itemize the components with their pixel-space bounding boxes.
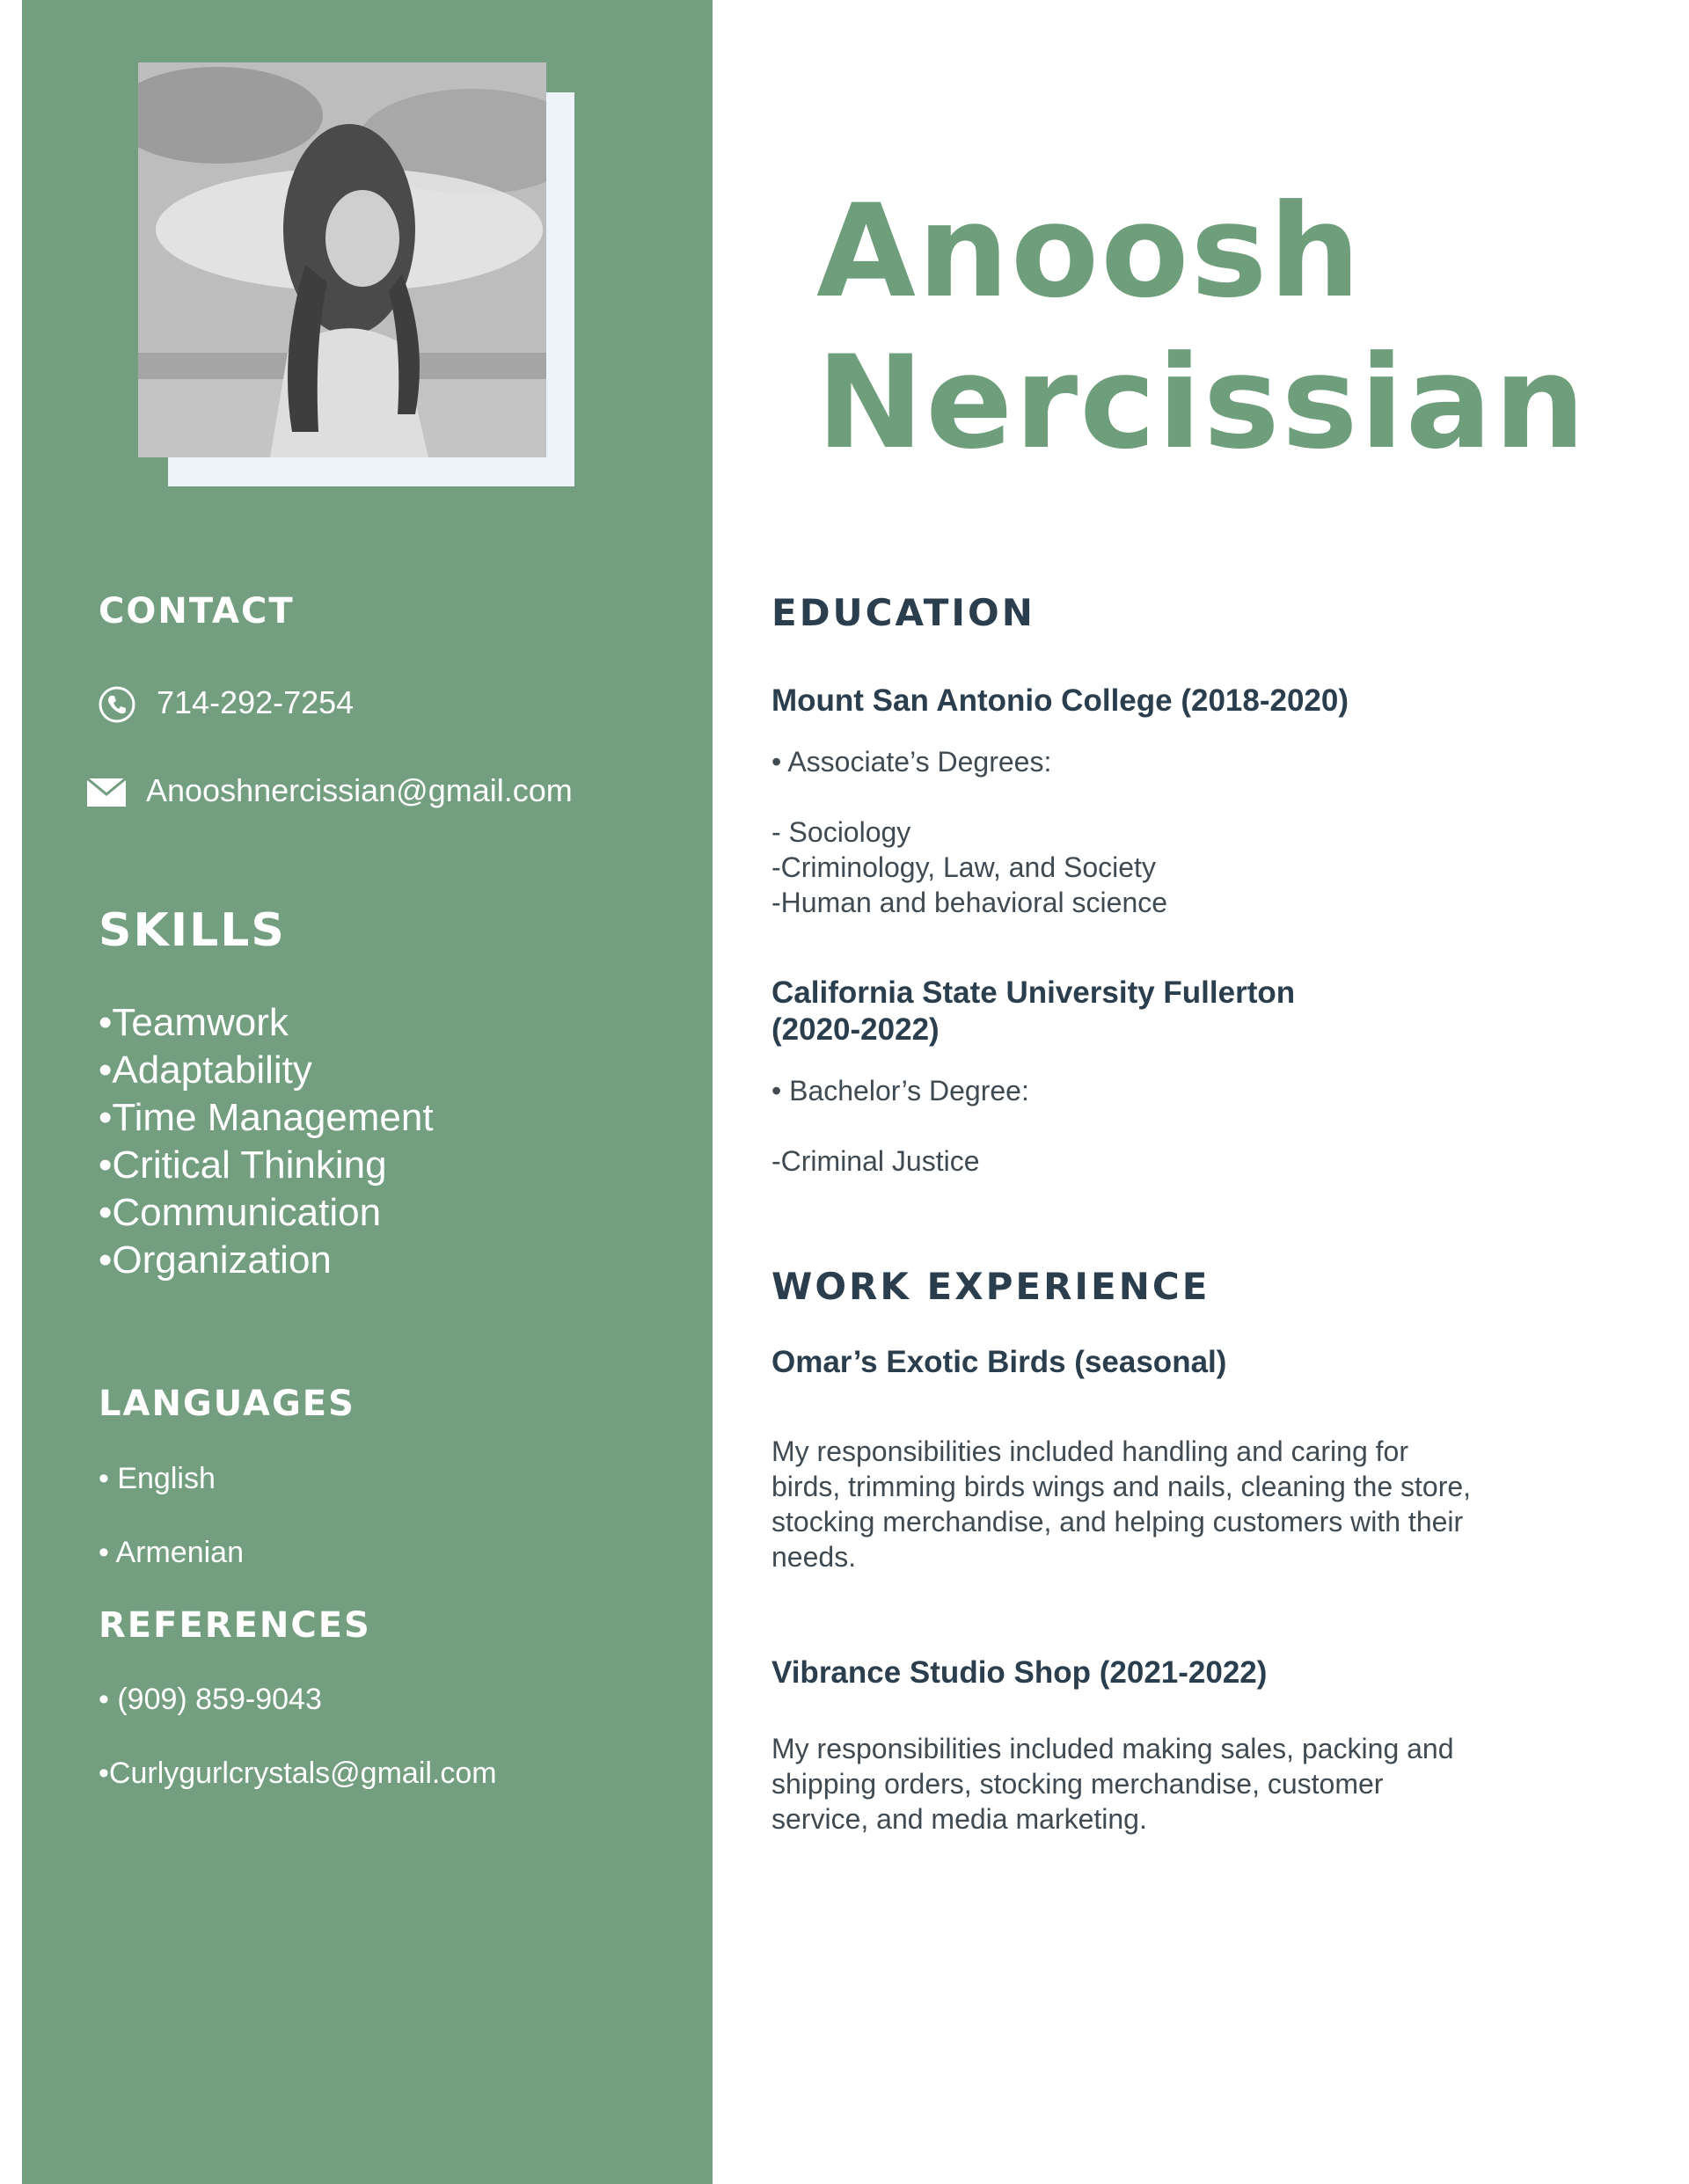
envelope-icon: [87, 778, 126, 807]
work-description-line: My responsibilities included making sales, packing and: [771, 1733, 1454, 1764]
language-item: • English: [99, 1462, 216, 1495]
work-title: Omar’s Exotic Birds (seasonal): [771, 1345, 1227, 1379]
education-major: -Human and behavioral science: [771, 887, 1168, 918]
profile-photo: [138, 62, 546, 457]
skill-item: •Critical Thinking: [99, 1143, 387, 1187]
references-heading: REFERENCES: [99, 1605, 371, 1646]
education-major: -Criminal Justice: [771, 1145, 980, 1177]
education-major: -Criminology, Law, and Society: [771, 851, 1156, 883]
reference-email[interactable]: •Curlygurlcrystals@gmail.com: [99, 1757, 497, 1790]
work-description-line: birds, trimming birds wings and nails, cleaning the store,: [771, 1471, 1472, 1502]
work-heading: WORK EXPERIENCE: [771, 1265, 1210, 1308]
first-name: Anoosh: [816, 177, 1363, 326]
education-degree: • Bachelor’s Degree:: [771, 1075, 1029, 1107]
full-name: [816, 176, 1587, 478]
education-heading: EDUCATION: [771, 591, 1035, 634]
last-name: Nercissian: [816, 328, 1588, 478]
contact-phone[interactable]: 714-292-7254: [157, 684, 355, 720]
work-description-line: needs.: [771, 1541, 857, 1573]
languages-heading: LANGUAGES: [99, 1384, 355, 1424]
skill-item: •Adaptability: [99, 1048, 312, 1092]
portrait-image: [138, 62, 546, 457]
contact-heading: CONTACT: [99, 591, 295, 632]
education-title-years: (2020-2022): [771, 1012, 940, 1047]
reference-phone[interactable]: • (909) 859-9043: [99, 1683, 322, 1716]
work-title: Vibrance Studio Shop (2021-2022): [771, 1655, 1268, 1690]
skills-list: [99, 999, 434, 1284]
skills-heading: SKILLS: [99, 904, 286, 957]
phone-icon: [98, 685, 136, 724]
work-description-line: service, and media marketing.: [771, 1803, 1147, 1835]
skill-item: •Organization: [99, 1238, 332, 1282]
skill-item: •Teamwork: [99, 1001, 289, 1044]
language-item: • Armenian: [99, 1536, 244, 1569]
education-major: - Sociology: [771, 816, 911, 848]
education-title: Mount San Antonio College (2018-2020): [771, 683, 1349, 718]
skill-item: •Communication: [99, 1191, 382, 1234]
work-description-line: shipping orders, stocking merchandise, customer: [771, 1768, 1384, 1800]
work-description-line: stocking merchandise, and helping customers with their: [771, 1506, 1464, 1538]
education-title: California State University Fullerton: [771, 975, 1296, 1010]
contact-email[interactable]: Anooshnercissian@gmail.com: [146, 772, 573, 808]
work-description-line: My responsibilities included handling and caring for: [771, 1435, 1408, 1467]
skill-item: •Time Management: [99, 1096, 434, 1139]
education-degree: • Associate’s Degrees:: [771, 746, 1052, 778]
